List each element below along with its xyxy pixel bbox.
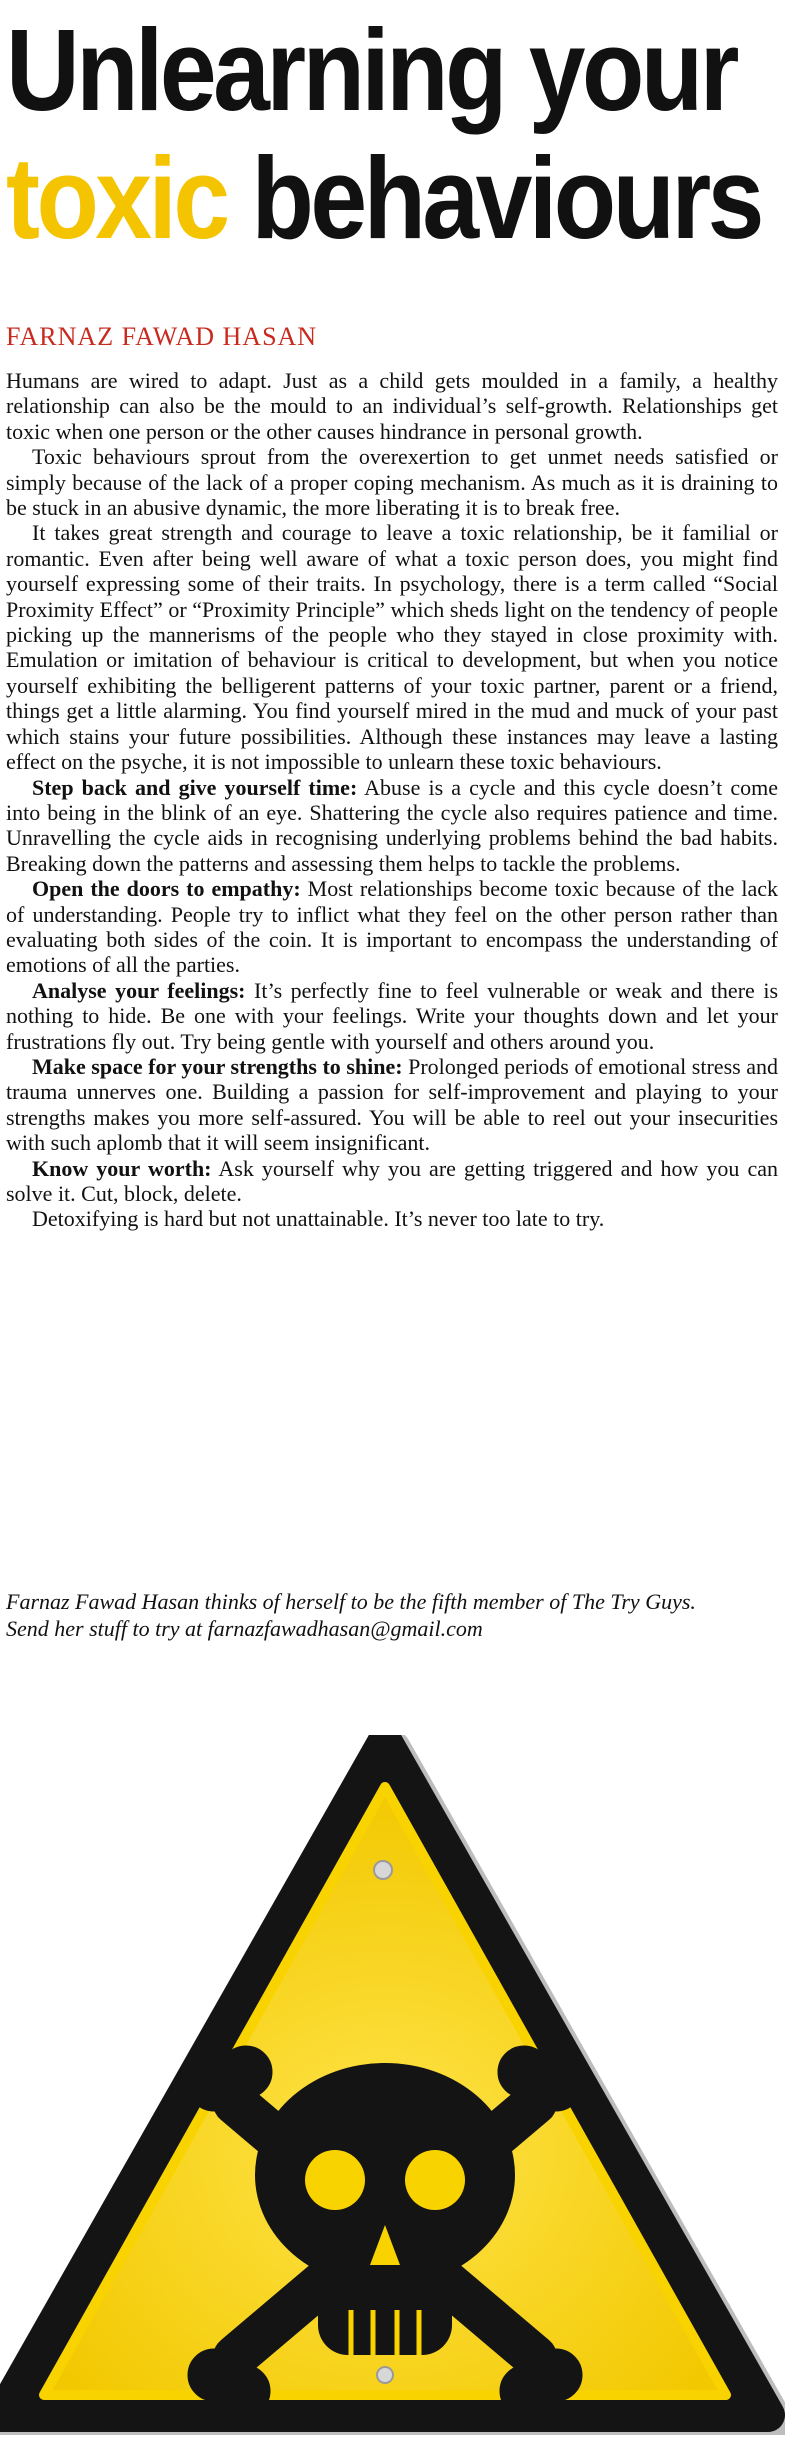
mounting-hole-top [374,1861,392,1879]
tip-heading: Analyse your feelings: [32,977,246,1003]
tip-step-back [6,775,778,877]
paragraph-proximity: It takes great strength and courage to leave a toxic relationship, be it familial or romantic. Even after being well aware of what a toxic person does, you might find yourself expressing some of their traits. In psychology, there is a term called “Social Proximity Effect” or “Proximity Principle” which sheds light on the tendency of people picking up the mannerisms of the people who they stayed in close proximity with. Emulation or imitation of behaviour is critical to development, but when you notice yourself exhibiting the belligerent patterns of your toxic partner, parent or a friend, things get a little alarming. You find yourself mired in the mud and muck of your past which stains your future possibilities. Although these instances may leave a lasting effect on the psyche, it is not impossible to unlearn these toxic behaviours. [6,520,778,775]
tip-text: Abuse is a cycle and this cycle doesn’t come into being in the blink of an eye. Shattering the cycle also requires patience and time. Unravelling the cycle aids in recognising underlying problems behind the bad habits. Breaking down the patterns and assessing them helps to tackle the problems. [6,774,778,876]
paragraph-closing: Detoxifying is hard but not unattainable. It’s never too late to try. [32,1206,605,1232]
tip-heading: Make space for your strengths to shine: [32,1053,403,1079]
article-body [6,368,778,1232]
paragraph-toxic-behaviours: Toxic behaviours sprout from the overexertion to get unmet needs satisfied or simply because of the lack of a proper coping mechanism. As much as it is draining to be stuck in an abusive dynamic, the more liberating it is to break free. [6,444,778,521]
footnote-bio: Farnaz Fawad Hasan thinks of herself to be the fifth member of The Try Guys. [6,1589,696,1614]
tip-know-worth [6,1156,778,1207]
tip-text: Most relationships become toxic because of the lack of understanding. People try to inflict what they feel on the other person rather than evaluating both sides of the coin. It is important to encompass the understanding of emotions of all the parties. [6,876,778,978]
tip-text: It’s perfectly fine to feel vulnerable or weak and there is nothing to hide. Be one with your feelings. Write your thoughts down and let your frustrations fly out. Try being gentle with yourself and others around you. [6,977,779,1054]
tip-heading: Open the doors to empathy: [32,876,301,902]
tip-heading: Step back and give yourself time: [32,774,358,800]
tip-analyse-feelings [6,978,778,1054]
author-byline: FARNAZ FAWAD HASAN [6,322,318,351]
headline-accent-word: toxic [6,133,227,263]
headline [6,5,761,263]
tip-strengths [6,1054,778,1156]
mounting-hole-bottom [377,2367,393,2383]
footnote-contact: Send her stuff to try at farnazfawadhasan@gmail.com [6,1616,483,1641]
headline-line-1: Unlearning your [6,5,736,135]
author-footnote [6,1588,778,1642]
tip-text: Ask yourself why you are getting triggered and how you can solve it. Cut, block, delete. [6,1155,778,1206]
skull-crossbones-warning-icon [0,1735,785,2435]
tip-heading: Know your worth: [32,1155,212,1181]
headline-rest: behaviours [251,133,761,263]
tip-empathy [6,876,778,978]
tip-text: Prolonged periods of emotional stress and trauma unnerves one. Building a passion for self-improvement and playing to your strengths makes you more self-assured. You will be able to reel out your insecurities with such aplomb that it will seem insignificant. [6,1053,778,1156]
paragraph-intro: Humans are wired to adapt. Just as a child gets moulded in a family, a healthy relationship can also be the mould to an individual’s self-growth. Relationships get toxic when one person or the other causes hindrance in personal growth. [6,368,778,444]
